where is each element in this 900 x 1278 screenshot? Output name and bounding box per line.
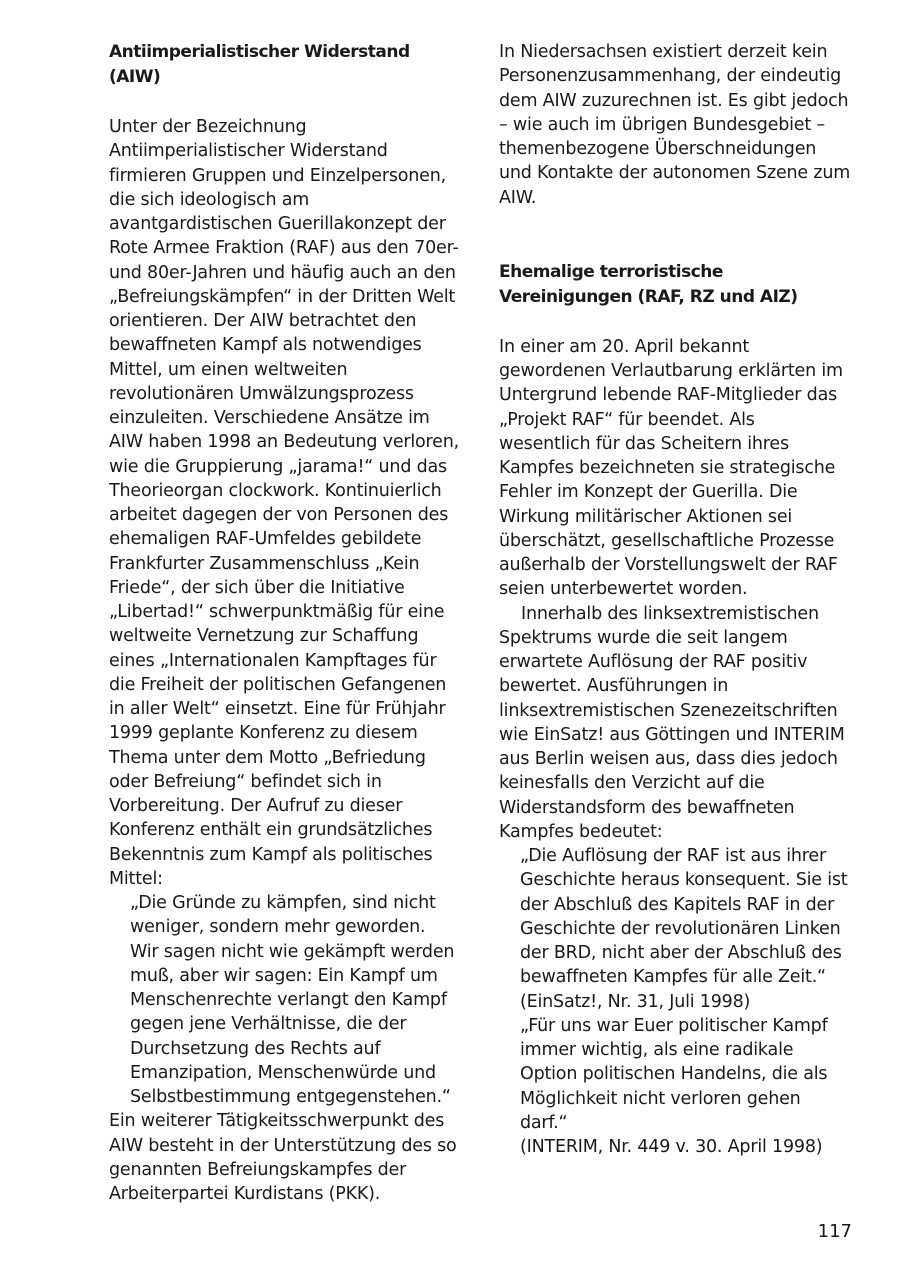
- einsatz-quote: „Die Auflösung der RAF ist aus ihrer Geschichte heraus konsequent. Sie ist der Abschluß des Kapitels RAF in der Geschichte der revolutionären Linken der BRD, nicht aber der Abschluß des bewaffneten Kampfes für alle Zeit.“: [520, 846, 848, 988]
- left-column: [109, 40, 459, 1206]
- aiw-quote-1: „Die Gründe zu kämpfen, sind nicht weniger, sondern mehr geworden. Wir sagen nicht wie gekämpft werden muß, aber wir sagen: Ein Kampf um Menschenrechte verlangt den Kampf gegen jene Verhältnisse, die der Durchsetzung des Rechts auf Emanzipation, Menschenwürde und Selbstbestimmung entgegenstehen.“: [130, 893, 455, 1107]
- heading-line-2: (AIW): [109, 67, 161, 87]
- aiw-paragraph-1: Unter der Bezeichnung Antiimperialistischer Widerstand firmieren Gruppen und Einzelpersonen, die sich ideologisch am avantgardistischen Guerillakonzept der Rote Armee Fraktion (RAF) aus den 70er- und 80er-Jahren und häufig auch an den „Befreiungskämpfen“ in der Dritten Welt orientieren. Der AIW betrachtet den bewaffneten Kampf als notwendiges Mittel, um einen weltweiten revolutionären Umwälzungsprozess einzuleiten. Verschiedene Ansätze im AIW haben 1998 an Bedeutung verloren, wie die Gruppierung „jarama!“ und das Theorieorgan clockwork. Kontinuierlich arbeitet dagegen der von Personen des ehemaligen RAF-Umfeldes gebildete Frankfurter Zusammenschluss „Kein Friede“, der sich über die Initiative „Libertad!“ schwerpunktmäßig für eine weltweite Vernetzung zur Schaffung eines „Internationalen Kampftages für die Freiheit der politischen Gefangenen in aller Welt“ einsetzt. Eine für Frühjahr 1999 geplante Konferenz zu diesem Thema unter dem Motto „Befriedung oder Befreiung“ befindet sich in Vorbereitung. Der Aufruf zu dieser Konferenz enthält ein grundsätzliches Bekenntnis zum Kampf als politisches Mittel:: [109, 117, 459, 889]
- aiw-paragraph-2: Ein weiterer Tätigkeitsschwerpunkt des AIW besteht in der Unterstützung des so genannten Befreiungskampfes der Arbeiterpartei Kurdistans (PKK).: [109, 1111, 457, 1204]
- einsatz-source: (EinSatz!, Nr. 31, Juli 1998): [520, 991, 751, 1012]
- interim-quote: „Für uns war Euer politischer Kampf immer wichtig, als eine radikale Option politischen Handelns, die als Möglichkeit nicht verloren gehen darf.“: [520, 1015, 828, 1133]
- spacer: [499, 210, 851, 260]
- spacer: [109, 90, 459, 115]
- right-column: [499, 40, 851, 1159]
- heading-line-1: Antiimperialistischer Widerstand: [109, 42, 410, 62]
- section-heading-aiw: [109, 40, 459, 90]
- section-heading-terror: Ehemalige terroristische Vereinigungen (RAF, RZ und AIZ): [499, 261, 798, 307]
- raf-paragraph-2: Innerhalb des linksextremistischen Spektrums wurde die seit langem erwartete Auflösung der RAF positiv bewertet. Ausführungen in linksextremistischen Szenezeitschriften wie EinSatz! aus Göttingen und INTERIM aus Berlin weisen aus, dass dies jedoch keinesfalls den Verzicht auf die Widerstandsform des bewaffneten Kampfes bedeutet:: [499, 603, 845, 842]
- raf-paragraph-1: In einer am 20. April bekannt gewordenen Verlautbarung erklärten im Untergrund lebende RAF-Mitglieder das „Projekt RAF“ für beendet. Als wesentlich für das Scheitern ihres Kampfes bezeichneten sie strategische Fehler im Konzept der Guerilla. Die Wirkung militärischer Aktionen sei überschätzt, gesellschaftliche Prozesse außerhalb der Vorstellungswelt der RAF seien unterbewertet worden.: [499, 336, 843, 600]
- spacer: [499, 310, 851, 335]
- niedersachsen-paragraph: In Niedersachsen existiert derzeit kein Personenzusammenhang, der eindeutig dem AIW zuzurechnen ist. Es gibt jedoch – wie auch im übrigen Bundesgebiet – themenbezogene Überschneidungen und Kontakte der autonomen Szene zum AIW.: [499, 42, 851, 208]
- page-number: 117: [817, 1221, 852, 1242]
- interim-source: (INTERIM, Nr. 449 v. 30. April 1998): [520, 1137, 823, 1157]
